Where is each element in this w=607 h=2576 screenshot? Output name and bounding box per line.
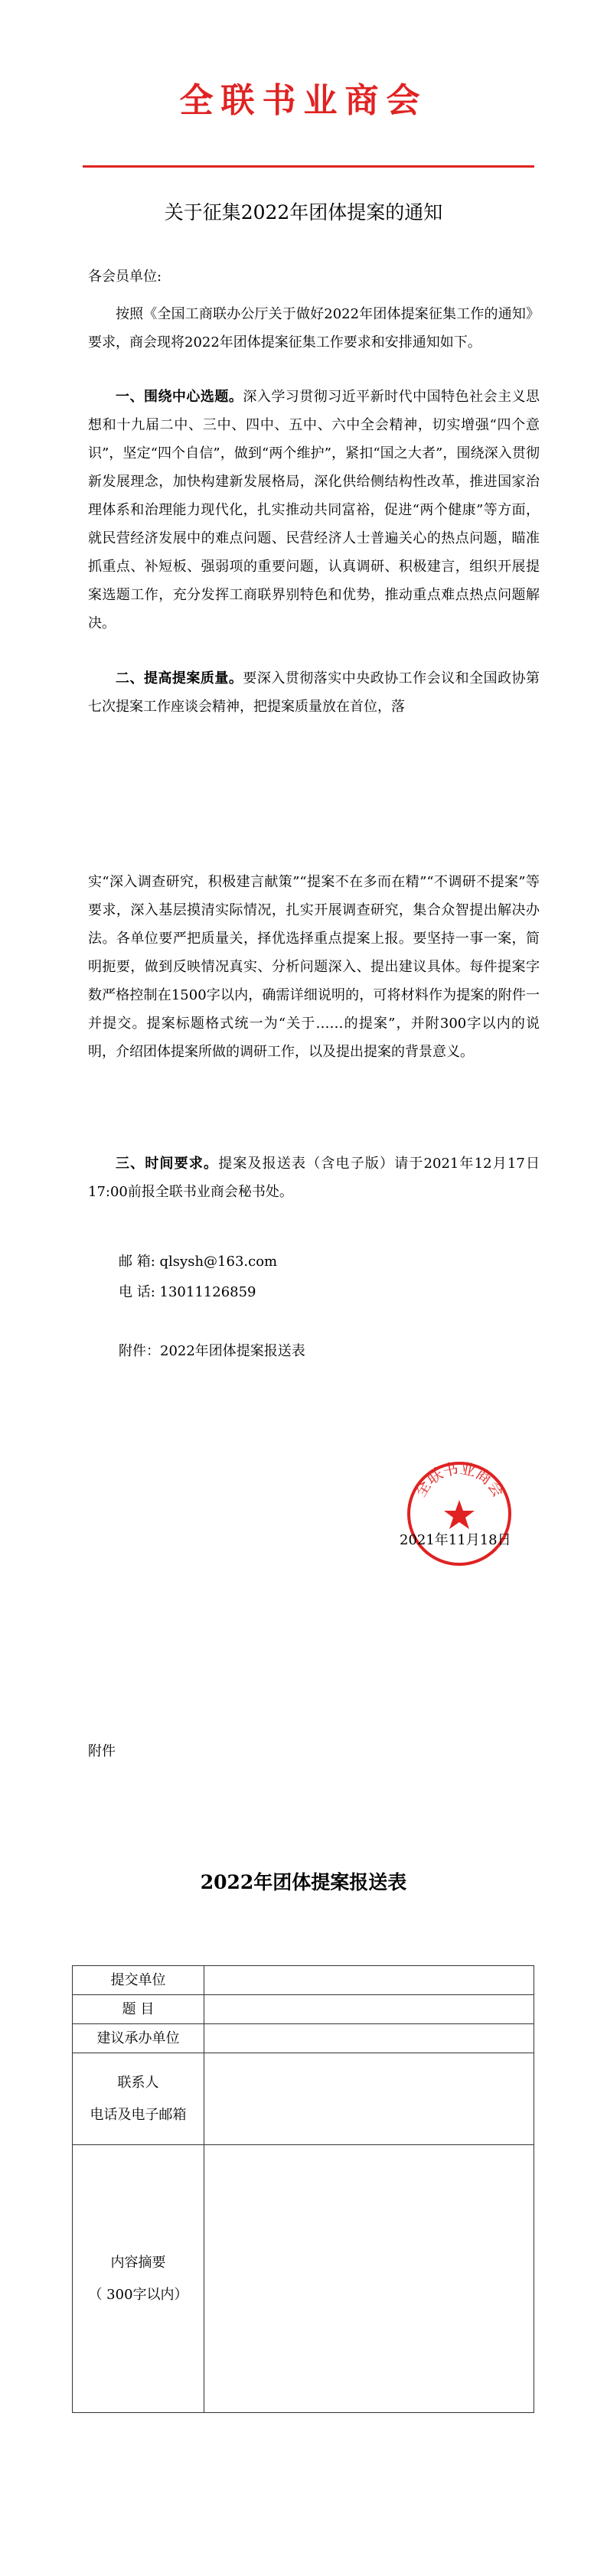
- seal-star-icon: [444, 1500, 475, 1529]
- intro-paragraph: 按照《全国工商联办公厅关于做好2022年团体提案征集工作的通知》要求，商会现将2022年团体提案征集工作要求和安排通知如下。: [88, 306, 540, 351]
- section-1: [88, 383, 540, 637]
- seal-text: 全联书业商会: [410, 1460, 508, 1501]
- table-row: [73, 1966, 534, 1995]
- summary-limit-label: （ 300字以内）: [88, 2286, 188, 2303]
- row-label-subject: 题 目: [73, 1995, 204, 2024]
- section-2: [88, 664, 540, 721]
- section-1-heading: 一、围绕中心选题。: [116, 389, 243, 405]
- contact-phone: [119, 1278, 256, 1306]
- attachment-note: 附件：2022年团体提案报送表: [119, 1343, 305, 1359]
- phone-label: 电 话:: [119, 1284, 155, 1300]
- section-2-heading: 二、提高提案质量。: [116, 670, 243, 686]
- email-label: 邮 箱:: [119, 1254, 155, 1270]
- row-label-summary: [73, 2145, 204, 2413]
- greeting: 各会员单位:: [88, 269, 162, 285]
- field-handling-unit[interactable]: [204, 2024, 534, 2053]
- table-row: [73, 2053, 534, 2145]
- seal-date: 2021年11月18日: [400, 1532, 511, 1548]
- row-label-handling-unit: 建议承办单位: [73, 2024, 204, 2053]
- section-2-body-part2: 实“深入调查研究，积极建言献策”“提案不在多而在精”“不调研不提案”等要求，深入基层摸清实际情况，扎实开展调查研究，集合众智提出解决办法。各单位要严把质量关，择优选择重点提案上报。要坚持一事一案，简明扼要，做到反映情况真实、分析问题深入、提出建议具体。每件提案字数严格控制在1500字以内，确需详细说明的，可将材料作为提案的附件一并提交。提案标题格式统一为“关于……的提案”，并附300字以内的说明，介绍团体提案所做的调研工作，以及提出提案的背景意义。: [88, 874, 540, 1060]
- section-3-body: 提案及报送表（含电子版）请于2021年12月17日17:00前报全联书业商会秘书处。: [88, 1156, 540, 1200]
- phone-value: 13011126859: [159, 1284, 256, 1300]
- email-value: qlsysh@163.com: [159, 1254, 278, 1270]
- section-1-body: 深入学习贯彻习近平新时代中国特色社会主义思想和十九届二中、三中、四中、五中、六中全会精神，切实增强“四个意识”，坚定“四个自信”，做到“两个维护”，紧扣“国之大者”，围绕深入贯彻新发展理念，加快构建新发展格局，深化供给侧结构性改革，推进国家治理体系和治理能力现代化，扎实推动共同富裕，促进“两个健康”等方面，就民营经济发展中的难点问题、民营经济人士普遍关心的热点问题，瞄准抓重点、补短板、强弱项的重要问题，认真调研、积极建言，组织开展提案选题工作，充分发挥工商联界别特色和优势，推动重点难点热点问题解决。: [88, 389, 540, 631]
- table-row: [73, 2145, 534, 2413]
- row-label-contact: [73, 2053, 204, 2145]
- field-submitter[interactable]: [204, 1966, 534, 1995]
- section-3-heading: 三、时间要求。: [116, 1156, 219, 1172]
- contact-email: [119, 1247, 277, 1276]
- letterhead: 全联书业商会: [179, 81, 428, 120]
- field-contact[interactable]: [204, 2053, 534, 2145]
- summary-label: 内容摘要: [110, 2254, 166, 2271]
- notice-title: 关于征集2022年团体提案的通知: [164, 201, 443, 223]
- table-row: [73, 1995, 534, 2024]
- field-subject[interactable]: [204, 1995, 534, 2024]
- row-label-submitter: 提交单位: [73, 1966, 204, 1995]
- contact-person-label: 联系人: [117, 2074, 159, 2091]
- field-summary[interactable]: [204, 2145, 534, 2413]
- attachment-label: 附件: [88, 1743, 116, 1759]
- attachment-title: 2022年团体提案报送表: [200, 1871, 407, 1893]
- table-row: [73, 2024, 534, 2053]
- official-seal: [406, 1460, 513, 1567]
- letterhead-divider: [83, 165, 534, 168]
- section-2-body-part1: 要深入贯彻落实中央政协工作会议和全国政协第七次提案工作座谈会精神，把提案质量放在首位，落: [88, 670, 540, 715]
- contact-info-label: 电话及电子邮箱: [90, 2106, 187, 2123]
- section-3: [88, 1149, 540, 1206]
- submission-form-table: [72, 1965, 534, 2413]
